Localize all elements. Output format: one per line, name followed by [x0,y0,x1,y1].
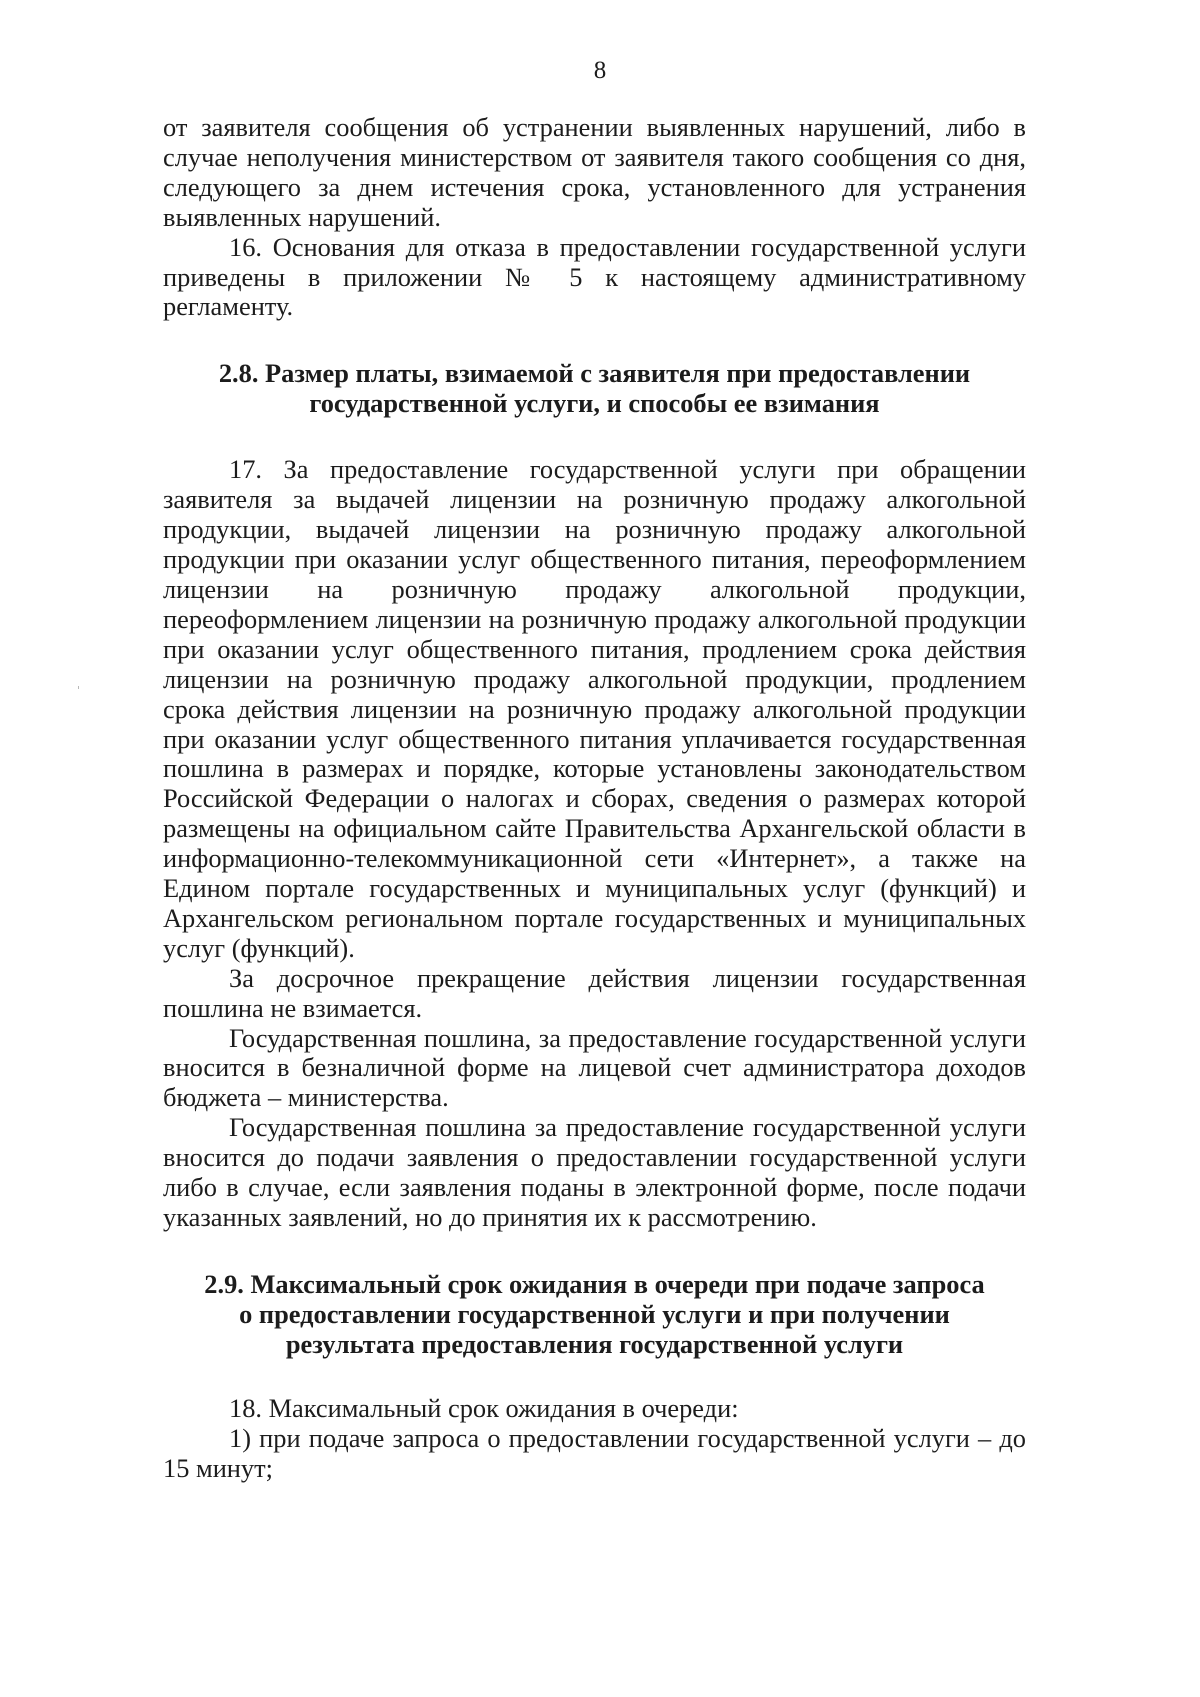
paragraph-16: 16. Основания для отказа в предоставлении государственной услуги приведены в приложении № 5 к настоящему административному регламенту. [163,231,1026,322]
paragraph-17: 17. За предоставление государственной услуги при обращении заявителя за выдачей лицензии на розничную продажу алкогольной продукции, выдачей лицензии на розничную продажу алкогольной продукции при оказании услуг общественного питания, переоформлением лицензии на розничную продажу алкогольной продукции, переоформлением лицензии на розничную продажу алкогольной продукции при оказании услуг общественного питания, продлением срока действия лицензии на розничную продажу алкогольной продукции, продлением срока действия лицензии на розничную продажу алкогольной продукции при оказании услуг общественного питания уплачивается государственная пошлина в размерах и порядке, которые установлены законодательством Российской Федерации о налогах и сборах, сведения о размерах которой размещены на официальном сайте Правительства Архангельской области в информационно-телекоммуникационной сети «Интернет», а также на Едином портале государственных и муниципальных услуг (функций) и Архангельском региональном портале государственных и муниципальных услуг (функций). [163,454,1026,963]
heading-line: государственной услуги, и способы ее взимания [309,388,880,419]
heading-line: результата предоставления государственной услуги [285,1328,904,1359]
paragraph-18: 18. Максимальный срок ожидания в очереди: [229,1392,739,1423]
scan-artifact [78,686,79,689]
paragraph-continuation: от заявителя сообщения об устранении выявленных нарушений, либо в случае неполучения министерством от заявителя такого сообщения со дня, следующего за днем истечения срока, установленного для устранения выявленных нарушений. [163,112,1026,232]
paragraph-fee-payment-form: Государственная пошлина, за предоставление государственной услуги вносится в безналичной форме на лицевой счет администратора доходов бюджета – министерства. [163,1022,1026,1113]
heading-line: 2.8. Размер платы, взимаемой с заявителя при предоставлении [218,358,971,389]
paragraph-18-item-1: 1) при подаче запроса о предоставлении государственной услуги – до 15 минут; [163,1422,1026,1483]
paragraph-fee-payment-timing: Государственная пошлина за предоставление государственной услуги вносится до подачи заявления о предоставлении государственной услуги либо в случае, если заявления поданы в электронной форме, после подачи указанных заявлений, но до принятия их к рассмотрению. [163,1112,1026,1232]
page-number: 8 [593,57,607,84]
heading-line: 2.9. Максимальный срок ожидания в очереди при подаче запроса [204,1268,985,1299]
section-heading-2-8 [163,358,1026,418]
document-body [163,113,1026,1484]
paragraph-early-termination: За досрочное прекращение действия лицензии государственная пошлина не взимается. [163,962,1026,1023]
section-heading-2-9 [163,1269,1026,1359]
heading-line: о предоставлении государственной услуги и при получении [239,1298,950,1329]
